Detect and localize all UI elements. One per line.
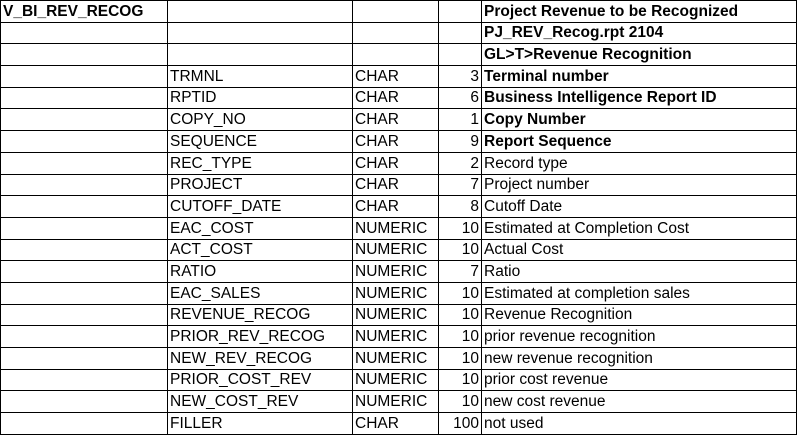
- empty-cell[interactable]: [168, 22, 353, 44]
- field-length-cell[interactable]: 1: [439, 109, 482, 131]
- field-description-cell[interactable]: prior cost revenue: [482, 369, 797, 391]
- field-row: [1, 304, 797, 326]
- empty-cell[interactable]: [1, 87, 168, 109]
- empty-cell[interactable]: [439, 44, 482, 66]
- field-row: [1, 109, 797, 131]
- field-type-cell[interactable]: NUMERIC: [353, 391, 439, 413]
- field-length-cell[interactable]: 10: [439, 326, 482, 348]
- field-row: [1, 413, 797, 435]
- field-name-cell[interactable]: TRMNL: [168, 66, 353, 88]
- empty-cell[interactable]: [1, 348, 168, 370]
- field-row: [1, 261, 797, 283]
- empty-cell[interactable]: [439, 22, 482, 44]
- field-name-cell[interactable]: SEQUENCE: [168, 131, 353, 153]
- field-description-cell[interactable]: Record type: [482, 152, 797, 174]
- empty-cell[interactable]: [1, 369, 168, 391]
- field-type-cell[interactable]: CHAR: [353, 87, 439, 109]
- field-description-cell[interactable]: Report Sequence: [482, 131, 797, 153]
- field-length-cell[interactable]: 10: [439, 369, 482, 391]
- field-name-cell[interactable]: NEW_REV_RECOG: [168, 348, 353, 370]
- field-row: [1, 217, 797, 239]
- field-name-cell[interactable]: NEW_COST_REV: [168, 391, 353, 413]
- empty-cell[interactable]: [1, 217, 168, 239]
- empty-cell[interactable]: [353, 1, 439, 23]
- empty-cell[interactable]: [1, 282, 168, 304]
- field-description-cell[interactable]: Ratio: [482, 261, 797, 283]
- field-row: [1, 369, 797, 391]
- field-row: [1, 326, 797, 348]
- report-title-cell[interactable]: Project Revenue to be Recognized: [482, 1, 797, 23]
- empty-cell[interactable]: [1, 261, 168, 283]
- field-description-cell[interactable]: Actual Cost: [482, 239, 797, 261]
- field-length-cell[interactable]: 10: [439, 282, 482, 304]
- field-description-cell[interactable]: Copy Number: [482, 109, 797, 131]
- field-description-cell[interactable]: prior revenue recognition: [482, 326, 797, 348]
- field-row: [1, 66, 797, 88]
- field-name-cell[interactable]: RPTID: [168, 87, 353, 109]
- field-length-cell[interactable]: 8: [439, 196, 482, 218]
- field-description-cell[interactable]: Project number: [482, 174, 797, 196]
- empty-cell[interactable]: [1, 44, 168, 66]
- field-description-cell[interactable]: Estimated at completion sales: [482, 282, 797, 304]
- field-row: [1, 348, 797, 370]
- field-length-cell[interactable]: 10: [439, 217, 482, 239]
- header-row: [1, 1, 797, 23]
- empty-cell[interactable]: [1, 239, 168, 261]
- field-description-cell[interactable]: Terminal number: [482, 66, 797, 88]
- empty-cell[interactable]: [1, 413, 168, 435]
- field-description-cell[interactable]: Estimated at Completion Cost: [482, 217, 797, 239]
- empty-cell[interactable]: [1, 174, 168, 196]
- field-length-cell[interactable]: 7: [439, 261, 482, 283]
- field-type-cell[interactable]: NUMERIC: [353, 261, 439, 283]
- field-type-cell[interactable]: NUMERIC: [353, 326, 439, 348]
- report-file-cell[interactable]: PJ_REV_Recog.rpt 2104: [482, 22, 797, 44]
- field-type-cell[interactable]: NUMERIC: [353, 217, 439, 239]
- field-length-cell[interactable]: 9: [439, 131, 482, 153]
- report-menu-path-cell[interactable]: GL>T>Revenue Recognition: [482, 44, 797, 66]
- field-type-cell[interactable]: CHAR: [353, 66, 439, 88]
- field-length-cell[interactable]: 100: [439, 413, 482, 435]
- field-length-cell[interactable]: 10: [439, 348, 482, 370]
- empty-cell[interactable]: [1, 152, 168, 174]
- empty-cell[interactable]: [353, 44, 439, 66]
- field-length-cell[interactable]: 7: [439, 174, 482, 196]
- field-name-cell[interactable]: FILLER: [168, 413, 353, 435]
- field-type-cell[interactable]: NUMERIC: [353, 348, 439, 370]
- empty-cell[interactable]: [1, 109, 168, 131]
- field-name-cell[interactable]: RATIO: [168, 261, 353, 283]
- field-description-cell[interactable]: Business Intelligence Report ID: [482, 87, 797, 109]
- empty-cell[interactable]: [1, 22, 168, 44]
- empty-cell[interactable]: [353, 22, 439, 44]
- field-length-cell[interactable]: 3: [439, 66, 482, 88]
- empty-cell[interactable]: [168, 1, 353, 23]
- field-name-cell[interactable]: CUTOFF_DATE: [168, 196, 353, 218]
- field-row: [1, 196, 797, 218]
- field-description-cell[interactable]: new revenue recognition: [482, 348, 797, 370]
- field-type-cell[interactable]: CHAR: [353, 152, 439, 174]
- field-description-cell[interactable]: Revenue Recognition: [482, 304, 797, 326]
- field-type-cell[interactable]: NUMERIC: [353, 239, 439, 261]
- field-description-cell[interactable]: Cutoff Date: [482, 196, 797, 218]
- field-row: [1, 391, 797, 413]
- field-description-cell[interactable]: new cost revenue: [482, 391, 797, 413]
- empty-cell[interactable]: [1, 196, 168, 218]
- field-type-cell[interactable]: NUMERIC: [353, 282, 439, 304]
- empty-cell[interactable]: [1, 131, 168, 153]
- field-name-cell[interactable]: PROJECT: [168, 174, 353, 196]
- empty-cell[interactable]: [1, 66, 168, 88]
- empty-cell[interactable]: [1, 304, 168, 326]
- field-name-cell[interactable]: PRIOR_REV_RECOG: [168, 326, 353, 348]
- field-length-cell[interactable]: 2: [439, 152, 482, 174]
- field-row: [1, 152, 797, 174]
- field-name-cell[interactable]: REVENUE_RECOG: [168, 304, 353, 326]
- field-type-cell[interactable]: CHAR: [353, 131, 439, 153]
- header-row: [1, 44, 797, 66]
- field-length-cell[interactable]: 10: [439, 391, 482, 413]
- field-length-cell[interactable]: 10: [439, 239, 482, 261]
- field-name-cell[interactable]: PRIOR_COST_REV: [168, 369, 353, 391]
- field-name-cell[interactable]: EAC_SALES: [168, 282, 353, 304]
- field-row: [1, 282, 797, 304]
- empty-cell[interactable]: [1, 326, 168, 348]
- empty-cell[interactable]: [439, 1, 482, 23]
- view-name-cell[interactable]: V_BI_REV_RECOG: [1, 1, 168, 23]
- field-type-cell[interactable]: CHAR: [353, 413, 439, 435]
- field-name-cell[interactable]: REC_TYPE: [168, 152, 353, 174]
- field-length-cell[interactable]: 10: [439, 304, 482, 326]
- field-row: [1, 87, 797, 109]
- header-row: [1, 22, 797, 44]
- empty-cell[interactable]: [1, 391, 168, 413]
- field-description-cell[interactable]: not used: [482, 413, 797, 435]
- field-name-cell[interactable]: ACT_COST: [168, 239, 353, 261]
- field-name-cell[interactable]: EAC_COST: [168, 217, 353, 239]
- field-type-cell[interactable]: CHAR: [353, 174, 439, 196]
- field-type-cell[interactable]: NUMERIC: [353, 304, 439, 326]
- field-name-cell[interactable]: COPY_NO: [168, 109, 353, 131]
- field-row: [1, 239, 797, 261]
- field-row: [1, 174, 797, 196]
- field-length-cell[interactable]: 6: [439, 87, 482, 109]
- field-row: [1, 131, 797, 153]
- field-type-cell[interactable]: CHAR: [353, 109, 439, 131]
- field-type-cell[interactable]: NUMERIC: [353, 369, 439, 391]
- field-type-cell[interactable]: CHAR: [353, 196, 439, 218]
- empty-cell[interactable]: [168, 44, 353, 66]
